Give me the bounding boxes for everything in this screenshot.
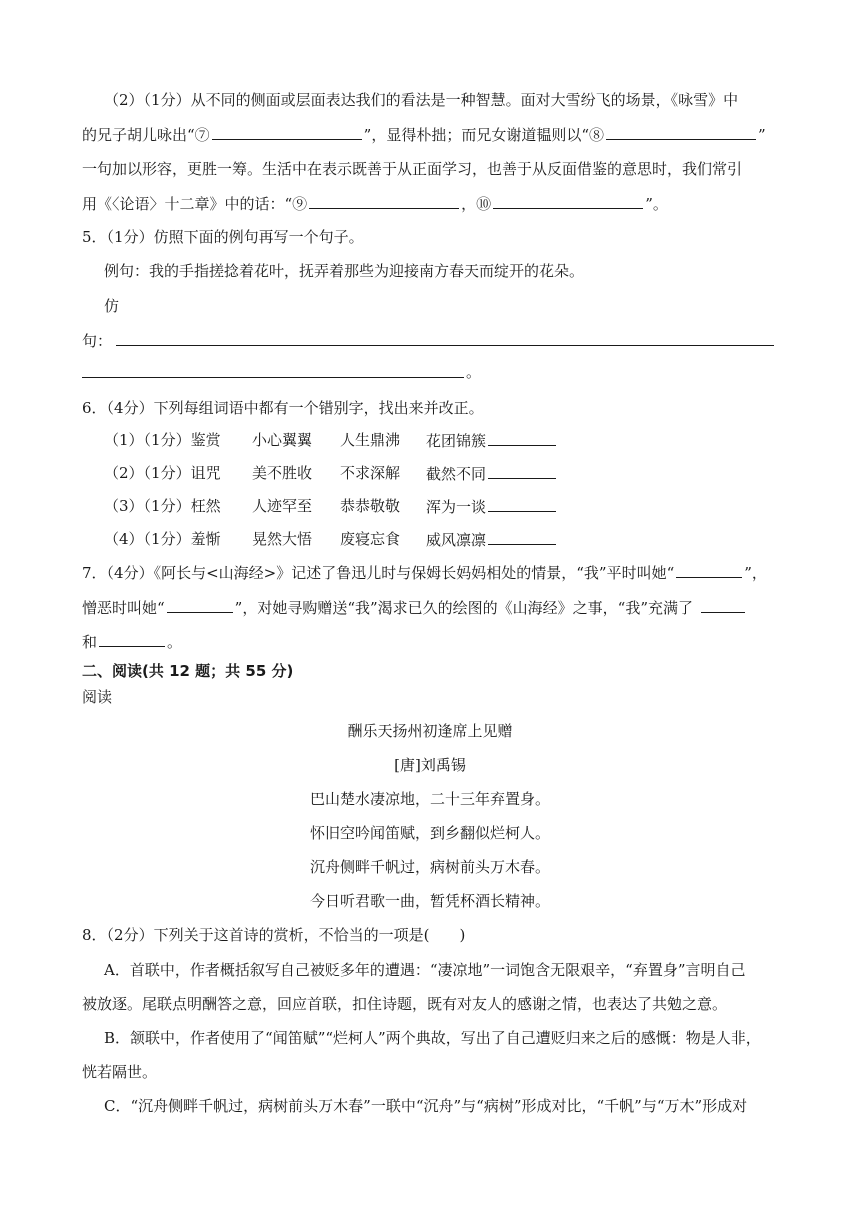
answer-blank-10[interactable]	[493, 193, 643, 209]
q6-title: 6．（4分）下列每组词语中都有一个错别字，找出来并改正。	[82, 399, 484, 417]
q5-example: 例句：我的手指搓捻着花叶，抚弄着那些为迎接南方春天而绽开的花朵。	[104, 262, 585, 280]
q6-row-4-word-3: 废寝忘食	[340, 530, 401, 548]
q6-row-3-word-4: 浑为一谈	[426, 496, 558, 517]
q5-ju-label: 句：	[82, 332, 113, 350]
answer-blank-9[interactable]	[309, 193, 459, 209]
q6-row-4-word-2: 晃然大悟	[252, 530, 313, 548]
q7-blank-2[interactable]	[167, 597, 233, 613]
q5-fang-label: 仿	[104, 297, 120, 315]
q6-row-4	[104, 529, 221, 549]
q6-row-3-word-3: 恭恭敬敬	[340, 497, 401, 515]
poem-line-4: 今日听君歌一曲，暂凭杯酒长精神。	[309, 892, 550, 910]
q6-row-2-word-4: 截然不同	[426, 463, 558, 484]
q5-answer-line-2[interactable]	[82, 377, 464, 378]
q6-row-1-word-2: 小心翼翼	[252, 431, 313, 449]
q6-row-1-word-4: 花团锦簇	[426, 430, 558, 451]
answer-blank-8[interactable]	[606, 124, 756, 140]
q6-answer-blank[interactable]	[488, 496, 556, 512]
section-subheading: 阅读	[82, 688, 113, 706]
q6-row-label: （1）（1分）鉴赏	[104, 431, 221, 449]
q7-blank-1[interactable]	[676, 562, 742, 578]
poem-author: [唐]刘禹锡	[394, 756, 466, 774]
poem-line-1: 巴山楚水凄凉地，二十三年弃置身。	[309, 790, 550, 808]
q5-answer-line-1[interactable]	[116, 345, 774, 346]
q7-blank-4[interactable]	[99, 631, 165, 647]
q8-title: 8．（2分）下列关于这首诗的赏析，不恰当的一项是( )	[82, 926, 466, 944]
q6-row-2	[104, 463, 221, 483]
q6-row-2-word-2: 美不胜收	[252, 464, 313, 482]
q6-row-3	[104, 496, 221, 516]
answer-blank-7[interactable]	[212, 124, 362, 140]
q6-row-label: （2）（1分）诅咒	[104, 464, 221, 482]
q8-option-a-line2: 被放逐。尾联点明酬答之意，回应首联，扣住诗题，既有对友人的感谢之情，也表达了共勉之意。	[82, 995, 728, 1013]
q4-2-line1: （2）（1分）从不同的侧面或层面表达我们的看法是一种智慧。面对大雪纷飞的场景，《咏雪》中	[104, 91, 739, 109]
q8-option-b-line2: 恍若隔世。	[82, 1063, 158, 1081]
q6-row-2-word-3: 不求深解	[340, 464, 401, 482]
q6-row-3-word-2: 人迹罕至	[252, 497, 313, 515]
q7-line3: 和 。	[82, 633, 183, 651]
q8-option-c-line1[interactable]: C．“沉舟侧畔千帆过，病树前头万木春”一联中“沉舟”与“病树”形成对比，“千帆”与“万木”形成对	[104, 1097, 748, 1115]
q6-answer-blank[interactable]	[488, 430, 556, 446]
poem-line-3: 沉舟侧畔千帆过，病树前头万木春。	[309, 858, 550, 876]
q8-option-b-line1[interactable]: B．颔联中，作者使用了“闻笛赋”“烂柯人”两个典故，写出了自己遭贬归来之后的感慨：物是人非，	[104, 1029, 761, 1047]
q6-row-4-word-4: 威风凛凛	[426, 529, 558, 550]
q5-title: 5．（1分）仿照下面的例句再写一个句子。	[82, 228, 364, 246]
q6-answer-blank[interactable]	[488, 529, 556, 545]
q4-2-line2: 的兄子胡儿咏出“⑦ ”，显得朴拙；而兄女谢道韫则以“⑧ ”	[82, 126, 766, 144]
q7-line2: 憎恶时叫她“ ”，对她寻购赠送“我”渴求已久的绘图的《山海经》之事，“我”充满了	[82, 597, 747, 618]
q8-option-a-line1[interactable]: A．首联中，作者概括叙写自己被贬多年的遭遇：“凄凉地”一词饱含无限艰辛，“弃置身”言明自己	[104, 961, 746, 979]
q6-row-1-word-3: 人生鼎沸	[340, 431, 401, 449]
q4-2-line3: 一句加以形容，更胜一筹。生活中在表示既善于从正面学习，也善于从反面借鉴的意思时，我们常引	[82, 160, 743, 178]
q6-row-label: （4）（1分）羞惭	[104, 530, 221, 548]
q7-blank-3[interactable]	[701, 597, 745, 613]
q6-answer-blank[interactable]	[488, 463, 556, 479]
q4-2-line4: 用《〈论语〉十二章》中的话：“⑨ ，⑩ ”。	[82, 195, 668, 213]
poem-line-2: 怀旧空吟闻笛赋，到乡翻似烂柯人。	[309, 824, 550, 842]
q7-line1: 7．（4分）《阿长与<山海经>》记述了鲁迅儿时与保姆长妈妈相处的情景，“我”平时叫她“ ”，	[82, 564, 767, 582]
q6-row-label: （3）（1分）枉然	[104, 497, 221, 515]
q6-row-1	[104, 430, 221, 450]
poem-title: 酬乐天扬州初逢席上见赠	[347, 722, 513, 740]
section-heading: 二、阅读(共 12 题；共 55 分)	[82, 662, 294, 680]
q5-end-mark: 。	[466, 363, 482, 381]
